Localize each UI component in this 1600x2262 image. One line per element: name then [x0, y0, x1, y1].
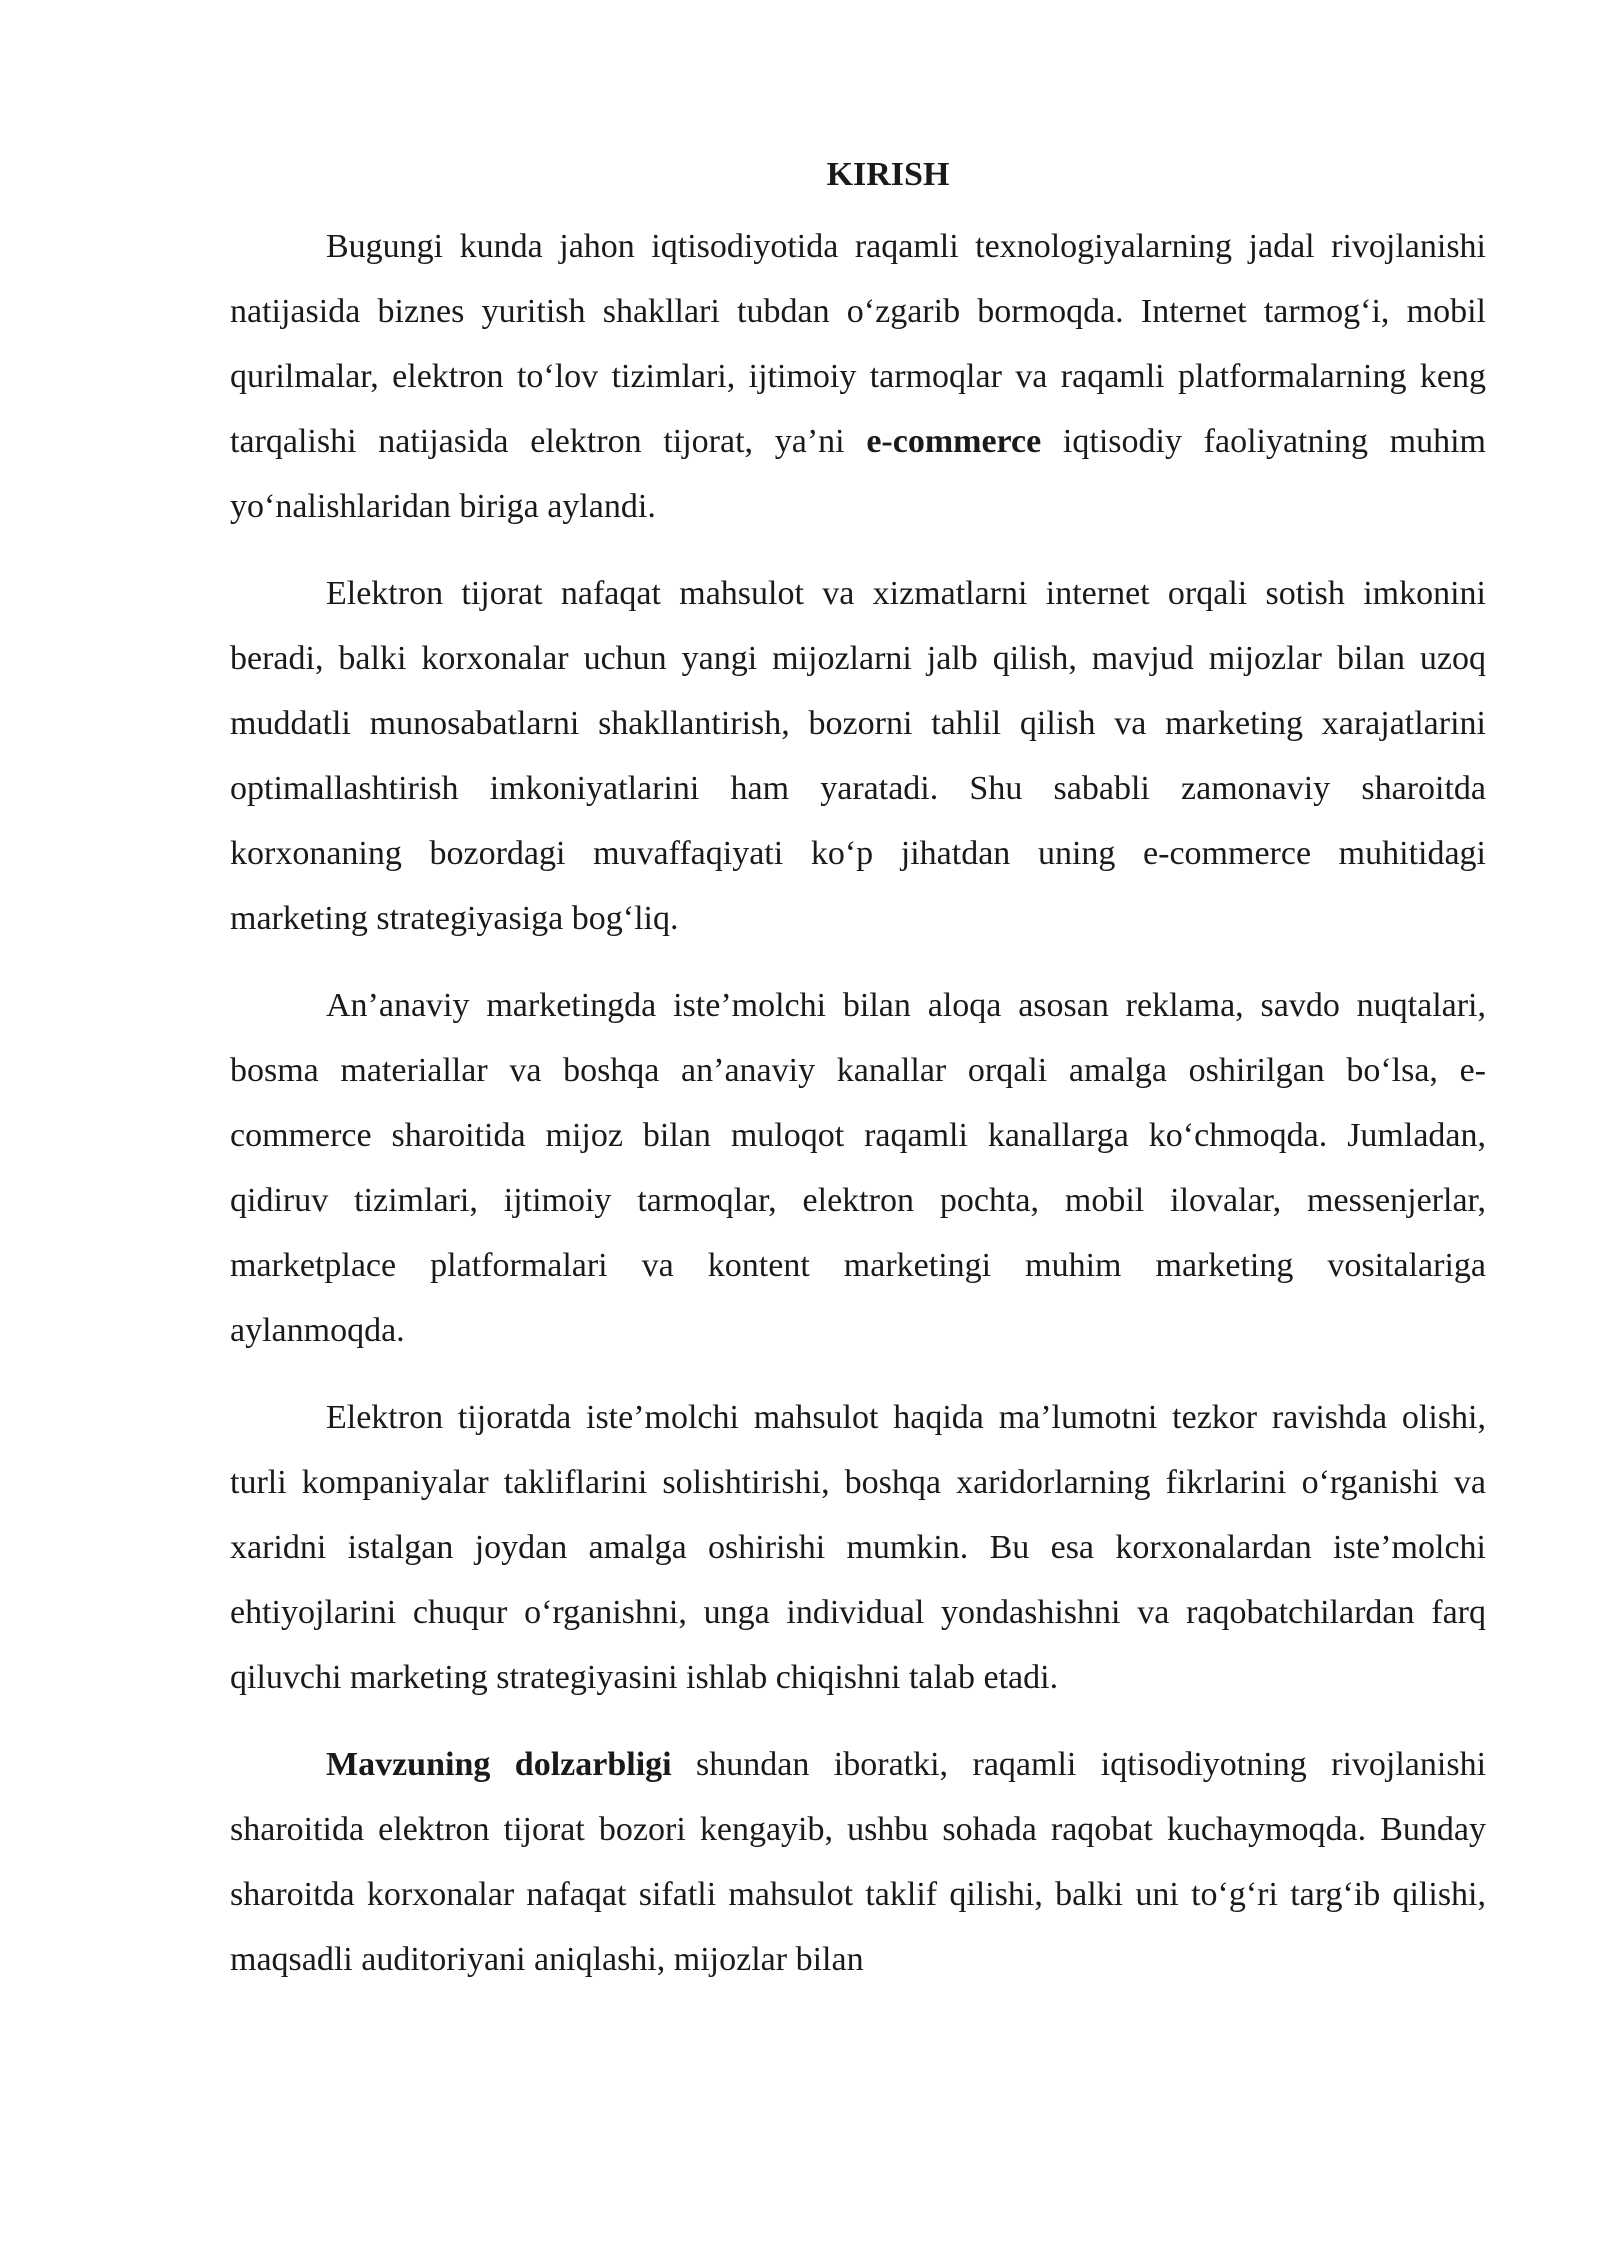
paragraph-2: Elektron tijorat nafaqat mahsulot va xizmatlarni internet orqali sotish imkonini beradi, balki korxonalar uchun yangi mijozlarni jalb qilish, mavjud mijozlar bilan uzoq muddatli munosabatlarni shakllantirish, bozorni tahlil qilish va marketing xarajatlarini optimallashtirish imkoniyatlarini ham yaratadi. Shu sababli zamonaviy sharoitda korxonaning bozordagi muvaffaqiyati ko‘p jihatdan uning e-commerce muhitidagi marketing strategiyasiga bog‘liq.	[230, 575, 1486, 937]
paragraph-1	[230, 214, 1486, 539]
paragraph-4: Elektron tijoratda iste’molchi mahsulot haqida ma’lumotni tezkor ravishda olishi, turli kompaniyalar takliflarini solishtirishi, boshqa xaridorlarning fikrlarini o‘rganishi va xaridni istalgan joydan amalga oshirishi mumkin. Bu esa korxonalardan iste’molchi ehtiyojlarini chuqur o‘rganishni, unga individual yondashishni va raqobatchilardan farq qiluvchi marketing strategiyasini ishlab chiqishni talab etadi.	[230, 1399, 1486, 1696]
document-body	[230, 150, 1486, 2014]
paragraph-1-text-start: Bugungi kunda jahon iqtisodiyotida raqamli texnologiyalarning jadal rivojlanishi natijasida biznes yuritish shakllari tubdan o‘zgarib bormoqda. Internet tarmog‘i, mobil qurilmalar, elektron to‘lov tizimlari, ijtimoiy tarmoqlar va raqamli platformalarning keng tarqalishi natijasida elektron tijorat, ya’ni	[230, 228, 1486, 460]
section-title: KIRISH	[826, 156, 950, 193]
term-relevance: Mavzuning dolzarbligi	[326, 1746, 672, 1783]
paragraph-5-text: shundan iboratki, raqamli iqtisodiyotning rivojlanishi sharoitida elektron tijorat bozori kengayib, ushbu sohada raqobat kuchaymoqda. Bunday sharoitda korxonalar nafaqat sifatli mahsulot taklif qilishi, balki uni to‘g‘ri targ‘ib qilishi, maqsadli auditoriyani aniqlashi, mijozlar bilan	[230, 1746, 1487, 1978]
paragraph-3: An’anaviy marketingda iste’molchi bilan aloqa asosan reklama, savdo nuqtalari, bosma materiallar va boshqa an’anaviy kanallar orqali amalga oshirilgan bo‘lsa, e-commerce sharoitida mijoz bilan muloqot raqamli kanallarga ko‘chmoqda. Jumladan, qidiruv tizimlari, ijtimoiy tarmoqlar, elektron pochta, mobil ilovalar, messenjerlar, marketplace platformalari va kontent marketingi muhim marketing vositalariga aylanmoqda.	[230, 987, 1486, 1349]
term-e-commerce: e-commerce	[866, 423, 1042, 460]
paragraph-5	[230, 1732, 1486, 1992]
paragraph-1-text-end: iqtisodiy faoliyatning muhim yo‘nalishlaridan biriga aylandi.	[230, 423, 1486, 525]
